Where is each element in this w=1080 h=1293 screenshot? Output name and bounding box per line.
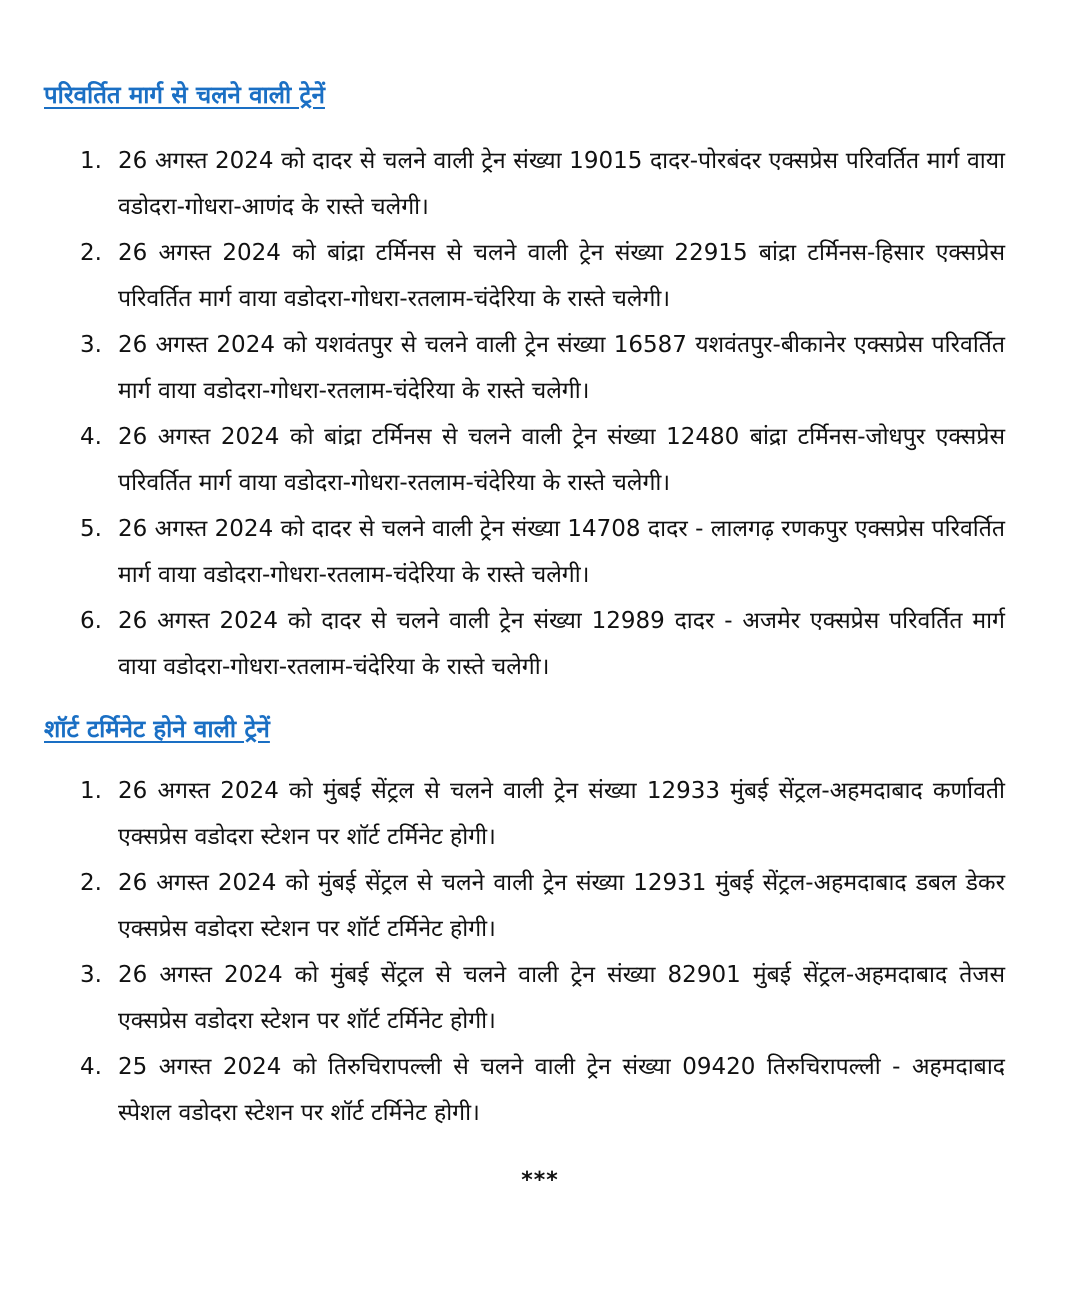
item-number: 3.: [80, 332, 102, 358]
diverted-trains-heading: परिवर्तित मार्ग से चलने वाली ट्रेनें: [44, 81, 325, 109]
list-item: [80, 414, 1005, 506]
list-item: [80, 1044, 1005, 1136]
short-terminated-trains-heading: शॉर्ट टर्मिनेट होने वाली ट्रेनें: [44, 715, 270, 743]
list-item: [80, 598, 1005, 690]
item-text: 26 अगस्त 2024 को बांद्रा टर्मिनस से चलने वाली ट्रेन संख्या 22915 बांद्रा टर्मिनस-हिसार एक्सप्रेस परिवर्तित मार्ग वाया वडोदरा-गोधरा-रतलाम-चंदेरिया के रास्ते चलेगी।: [118, 240, 1005, 312]
item-number: 3.: [80, 962, 102, 988]
list-item: [80, 506, 1005, 598]
item-number: 2.: [80, 870, 102, 896]
item-number: 5.: [80, 516, 102, 542]
list-item: [80, 952, 1005, 1044]
short-terminated-trains-list: [80, 768, 1005, 1136]
list-item: [80, 860, 1005, 952]
item-number: 2.: [80, 240, 102, 266]
item-text: 26 अगस्त 2024 को मुंबई सेंट्रल से चलने वाली ट्रेन संख्या 12933 मुंबई सेंट्रल-अहमदाबाद कर्णावती एक्सप्रेस वडोदरा स्टेशन पर शॉर्ट टर्मिनेट होगी।: [118, 778, 1005, 850]
item-number: 4.: [80, 1054, 102, 1080]
end-of-document-mark: ***: [521, 1168, 559, 1193]
item-text: 26 अगस्त 2024 को दादर से चलने वाली ट्रेन संख्या 19015 दादर-पोरबंदर एक्सप्रेस परिवर्तित मार्ग वाया वडोदरा-गोधरा-आणंद के रास्ते चलेगी।: [118, 148, 1005, 220]
diverted-trains-list: [80, 138, 1005, 690]
item-text: 26 अगस्त 2024 को मुंबई सेंट्रल से चलने वाली ट्रेन संख्या 12931 मुंबई सेंट्रल-अहमदाबाद डबल डेकर एक्सप्रेस वडोदरा स्टेशन पर शॉर्ट टर्मिनेट होगी।: [118, 870, 1005, 942]
item-number: 1.: [80, 148, 102, 174]
item-text: 26 अगस्त 2024 को दादर से चलने वाली ट्रेन संख्या 12989 दादर - अजमेर एक्सप्रेस परिवर्तित मार्ग वाया वडोदरा-गोधरा-रतलाम-चंदेरिया के रास्ते चलेगी।: [118, 608, 1005, 680]
item-number: 4.: [80, 424, 102, 450]
item-text: 26 अगस्त 2024 को यशवंतपुर से चलने वाली ट्रेन संख्या 16587 यशवंतपुर-बीकानेर एक्सप्रेस परिवर्तित मार्ग वाया वडोदरा-गोधरा-रतलाम-चंदेरिया के रास्ते चलेगी।: [118, 332, 1005, 404]
item-text: 26 अगस्त 2024 को मुंबई सेंट्रल से चलने वाली ट्रेन संख्या 82901 मुंबई सेंट्रल-अहमदाबाद तेजस एक्सप्रेस वडोदरा स्टेशन पर शॉर्ट टर्मिनेट होगी।: [118, 962, 1005, 1034]
list-item: [80, 322, 1005, 414]
item-text: 25 अगस्त 2024 को तिरुचिरापल्ली से चलने वाली ट्रेन संख्या 09420 तिरुचिरापल्ली - अहमदाबाद स्पेशल वडोदरा स्टेशन पर शॉर्ट टर्मिनेट होगी।: [118, 1054, 1005, 1126]
item-number: 1.: [80, 778, 102, 804]
list-item: [80, 138, 1005, 230]
list-item: [80, 230, 1005, 322]
item-number: 6.: [80, 608, 102, 634]
item-text: 26 अगस्त 2024 को बांद्रा टर्मिनस से चलने वाली ट्रेन संख्या 12480 बांद्रा टर्मिनस-जोधपुर एक्सप्रेस परिवर्तित मार्ग वाया वडोदरा-गोधरा-रतलाम-चंदेरिया के रास्ते चलेगी।: [118, 424, 1005, 496]
item-text: 26 अगस्त 2024 को दादर से चलने वाली ट्रेन संख्या 14708 दादर - लालगढ़ रणकपुर एक्सप्रेस परिवर्तित मार्ग वाया वडोदरा-गोधरा-रतलाम-चंदेरिया के रास्ते चलेगी।: [118, 516, 1005, 588]
list-item: [80, 768, 1005, 860]
